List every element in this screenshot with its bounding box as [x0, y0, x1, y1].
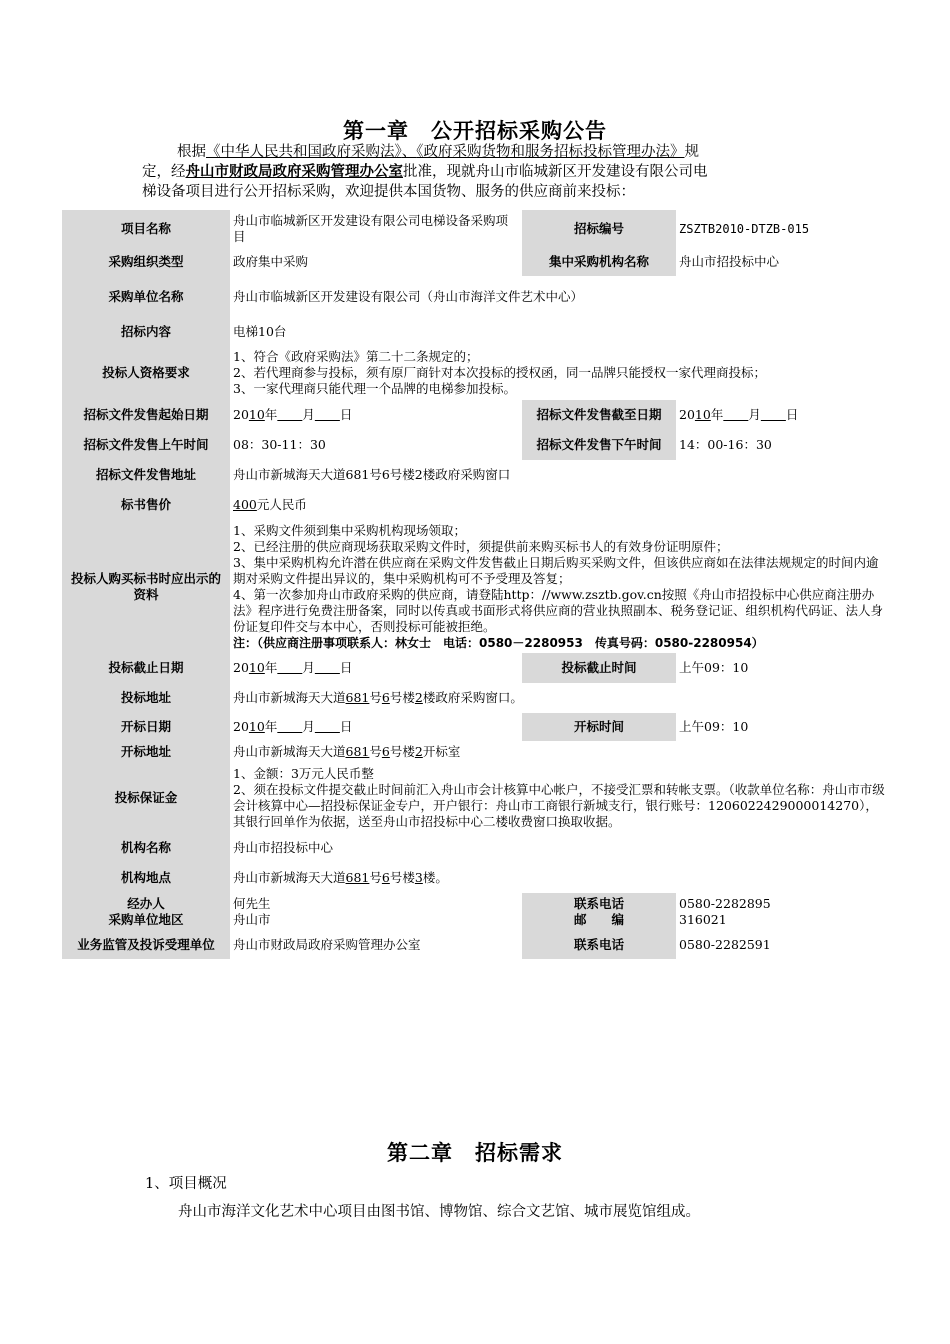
- date-part: 年: [264, 407, 278, 422]
- address-part: 6: [381, 690, 390, 705]
- bid-address-value: [230, 683, 890, 713]
- table-row: [62, 893, 890, 931]
- table-row: [62, 430, 890, 460]
- buyer-label: 采购单位名称: [62, 276, 230, 318]
- intro-line-2: [142, 162, 812, 182]
- deposit-label: 投标保证金: [62, 763, 230, 833]
- table-row: [62, 741, 890, 763]
- sale-start-value: [230, 400, 522, 430]
- sale-address-value: 舟山市新城海天大道681号6号楼2楼政府采购窗口: [230, 460, 890, 490]
- table-row: [62, 683, 890, 713]
- address-part: 舟山市新城海天大道: [233, 870, 346, 885]
- qualification-item: 1、符合《政府采购法》第二十二条规定的；: [233, 349, 479, 364]
- address-part: 开标室: [422, 744, 461, 759]
- zip-value: 316021: [679, 912, 727, 927]
- address-part: 号楼: [389, 870, 415, 885]
- date-part: 10: [248, 660, 265, 675]
- intro-sep: 、: [401, 144, 417, 160]
- bid-no-label: 招标编号: [522, 210, 676, 248]
- address-part: 681: [345, 690, 370, 705]
- address-part: 号楼: [389, 744, 415, 759]
- pm-time-value: 14：00-16：30: [676, 430, 890, 460]
- project-name-value: 舟山市临城新区开发建设有限公司电梯设备采购项目: [230, 210, 522, 248]
- am-time-label: 招标文件发售上午时间: [62, 430, 230, 460]
- table-row: [62, 490, 890, 520]
- table-row: [62, 276, 890, 318]
- law-name: 《中华人民共和国政府采购法》: [206, 144, 402, 160]
- table-row: [62, 863, 890, 893]
- date-blank: [723, 407, 748, 422]
- supervisor-value: 舟山市财政局政府采购管理办公室: [230, 931, 522, 959]
- supervisor-phone-value: 0580-2282591: [676, 931, 890, 959]
- date-part: 20: [233, 660, 249, 675]
- qualification-label: 投标人资格要求: [62, 346, 230, 400]
- open-date-value: [230, 713, 522, 741]
- table-row: [62, 210, 890, 248]
- open-time-value: 上午09：10: [676, 713, 890, 741]
- content-value: 电梯10台: [230, 318, 890, 346]
- sale-address-label: 招标文件发售地址: [62, 460, 230, 490]
- project-name-label: 项目名称: [62, 210, 230, 248]
- qualification-item: 3、一家代理商只能代理一个品牌的电梯参加投标。: [233, 381, 516, 396]
- date-part: 年: [710, 407, 724, 422]
- address-part: 号楼: [389, 690, 415, 705]
- zip-label: 邮 编: [573, 912, 624, 927]
- region-value: 舟山市: [233, 912, 271, 927]
- address-part: 6: [381, 744, 390, 759]
- purchase-docs-value: [230, 520, 890, 653]
- date-blank: [277, 407, 302, 422]
- deadline-date-label: 投标截止日期: [62, 653, 230, 683]
- open-address-label: 开标地址: [62, 741, 230, 763]
- date-blank: [761, 407, 786, 422]
- date-part: 月: [302, 719, 315, 734]
- law-name: 《政府采购货物和服务招标投标管理办法》: [416, 144, 685, 160]
- date-part: 月: [302, 660, 315, 675]
- agency-value: 舟山市招投标中心: [676, 248, 890, 276]
- handler-region-values: [230, 893, 522, 931]
- deadline-time-value: 上午09：10: [676, 653, 890, 683]
- date-blank: [277, 660, 302, 675]
- price-value: [230, 490, 890, 520]
- date-blank: [315, 660, 340, 675]
- date-blank: [277, 719, 302, 734]
- table-row: [62, 248, 890, 276]
- date-part: 10: [248, 407, 265, 422]
- address-part: 号: [369, 690, 382, 705]
- date-blank: [315, 719, 340, 734]
- phone-label: 联系电话: [573, 896, 624, 911]
- table-row: [62, 713, 890, 741]
- address-part: 2: [414, 690, 423, 705]
- region-label: 采购单位地区: [108, 912, 184, 927]
- date-part: 年: [264, 719, 278, 734]
- chapter1-title: 第一章 公开招标采购公告: [343, 118, 607, 143]
- table-row: [62, 833, 890, 863]
- handler-region-labels: [62, 893, 230, 931]
- address-part: 舟山市新城海天大道: [233, 744, 346, 759]
- deposit-value: [230, 763, 890, 833]
- section-heading: 1、项目概况: [145, 1176, 227, 1192]
- price-unit: 元人民币: [256, 497, 307, 512]
- agency-label: 集中采购机构名称: [522, 248, 676, 276]
- tender-notice-table: [62, 210, 890, 959]
- table-row: [62, 346, 890, 400]
- deadline-date-value: [230, 653, 522, 683]
- date-part: 日: [339, 719, 353, 734]
- doc-requirement: 2、已经注册的供应商现场获取采购文件时，须提供前来购买标书人的有效身份证明原件；: [233, 538, 729, 554]
- sale-start-label: 招标文件发售起始日期: [62, 400, 230, 430]
- approving-office: 舟山市财政局政府采购管理办公室: [185, 163, 403, 180]
- intro-text: 定，经: [142, 164, 186, 180]
- phone-zip-labels: [522, 893, 676, 931]
- intro-text: 梯设备项目进行公开招标采购，欢迎提供本国货物、服务的供应商前来投标：: [142, 184, 635, 200]
- address-part: 号: [369, 744, 382, 759]
- table-row: [62, 400, 890, 430]
- address-part: 2: [414, 744, 423, 759]
- date-part: 20: [233, 407, 249, 422]
- section-paragraph: 舟山市海洋文化艺术中心项目由图书馆、博物馆、综合文艺馆、城市展览馆组成。: [178, 1204, 700, 1220]
- phone-zip-values: [676, 893, 890, 931]
- doc-requirement: 3、集中采购机构允许潜在供应商在采购文件发售截止日期后购买采购文件，但该供应商如在法律法规规定的时间内逾期对采购文件提出异议的，集中采购机构可不予受理及答复；: [233, 554, 879, 586]
- qualification-value: [230, 346, 890, 400]
- address-part: 6: [381, 870, 390, 885]
- date-part: 日: [339, 407, 353, 422]
- sale-end-value: [676, 400, 890, 430]
- table-row: [62, 653, 890, 683]
- table-row: [62, 763, 890, 833]
- org-type-label: 采购组织类型: [62, 248, 230, 276]
- doc-requirement: 4、第一次参加舟山市政府采购的供应商，请登陆http：//www.zsztb.gov.cn按照《舟山市招投标中心供应商注册办法》程序进行免费注册备案，同时以传真或书面形式将供应商的营业执照副本、税务登记证、组织机构代码证、法人身份证复印件交与本中心，否则投标可能被拒绝。: [233, 586, 884, 634]
- price-label: 标书售价: [62, 490, 230, 520]
- supervisor-label: 业务监管及投诉受理单位: [62, 931, 230, 959]
- institution-name-value: 舟山市招投标中心: [230, 833, 890, 863]
- bid-address-label: 投标地址: [62, 683, 230, 713]
- open-address-value: [230, 741, 890, 763]
- buyer-value: 舟山市临城新区开发建设有限公司（舟山市海洋文件艺术中心）: [230, 276, 890, 318]
- deposit-item: 1、金额：3万元人民币整: [233, 766, 374, 781]
- doc-requirement: 1、采购文件须到集中采购机构现场领取；: [233, 522, 466, 538]
- intro-text: 批准，现就舟山市临城新区开发建设有限公司电: [403, 164, 708, 180]
- address-part: 楼政府采购窗口。: [422, 690, 523, 705]
- institution-address-value: [230, 863, 890, 893]
- phone-value: 0580-2282895: [679, 896, 771, 911]
- date-part: 20: [233, 719, 249, 734]
- pm-time-label: 招标文件发售下午时间: [522, 430, 676, 460]
- intro-text: 根据: [177, 144, 206, 160]
- date-blank: [315, 407, 340, 422]
- content-label: 招标内容: [62, 318, 230, 346]
- sale-end-label: 招标文件发售截至日期: [522, 400, 676, 430]
- handler-label: 经办人: [127, 896, 165, 911]
- address-part: 舟山市新城海天大道: [233, 690, 346, 705]
- table-row: [62, 318, 890, 346]
- address-part: 681: [345, 870, 370, 885]
- deadline-time-label: 投标截止时间: [522, 653, 676, 683]
- date-part: 10: [248, 719, 265, 734]
- deposit-item: 2、须在投标文件提交截止时间前汇入舟山市会计核算中心帐户，不接受汇票和转帐支票。（收款单位名称：舟山市市级会计核算中心—招投标保证金专户，开户银行：舟山市工商银行新城支行，银行账号：1206022429000014270），其银行回单作为依据，送至舟山市招投标中心二楼收费窗口换取收据。: [233, 782, 885, 829]
- date-part: 10: [694, 407, 711, 422]
- intro-line-1: [142, 142, 812, 162]
- institution-name-label: 机构名称: [62, 833, 230, 863]
- chapter2-title: 第二章 招标需求: [387, 1140, 563, 1165]
- org-type-value: 政府集中采购: [230, 248, 522, 276]
- am-time-value: 08：30-11：30: [230, 430, 522, 460]
- institution-address-label: 机构地点: [62, 863, 230, 893]
- date-part: 日: [339, 660, 353, 675]
- address-part: 号: [369, 870, 382, 885]
- date-part: 月: [748, 407, 761, 422]
- address-part: 楼。: [422, 870, 448, 885]
- open-date-label: 开标日期: [62, 713, 230, 741]
- table-row: [62, 931, 890, 959]
- intro-text: 规: [684, 144, 699, 160]
- handler-value: 何先生: [233, 896, 271, 911]
- price-number: 400: [233, 497, 257, 512]
- date-part: 月: [302, 407, 315, 422]
- date-part: 年: [264, 660, 278, 675]
- date-part: 20: [679, 407, 695, 422]
- purchase-docs-label: 投标人购买标书时应出示的资料: [62, 520, 230, 653]
- registration-contact-note: 注：（供应商注册事项联系人：林女士 电话：0580－2280953 传真号码：0580-2280954）: [233, 635, 764, 650]
- supervisor-phone-label: 联系电话: [522, 931, 676, 959]
- date-part: 日: [785, 407, 799, 422]
- intro-line-3: [142, 182, 812, 202]
- table-row: [62, 460, 890, 490]
- qualification-item: 2、若代理商参与投标，须有原厂商针对本次投标的授权函，同一品牌只能授权一家代理商投标；: [233, 365, 766, 380]
- open-time-label: 开标时间: [522, 713, 676, 741]
- table-row: [62, 520, 890, 653]
- address-part: 681: [345, 744, 370, 759]
- address-part: 3: [414, 870, 423, 885]
- bid-no-value: ZSZTB2010-DTZB-015: [676, 210, 890, 248]
